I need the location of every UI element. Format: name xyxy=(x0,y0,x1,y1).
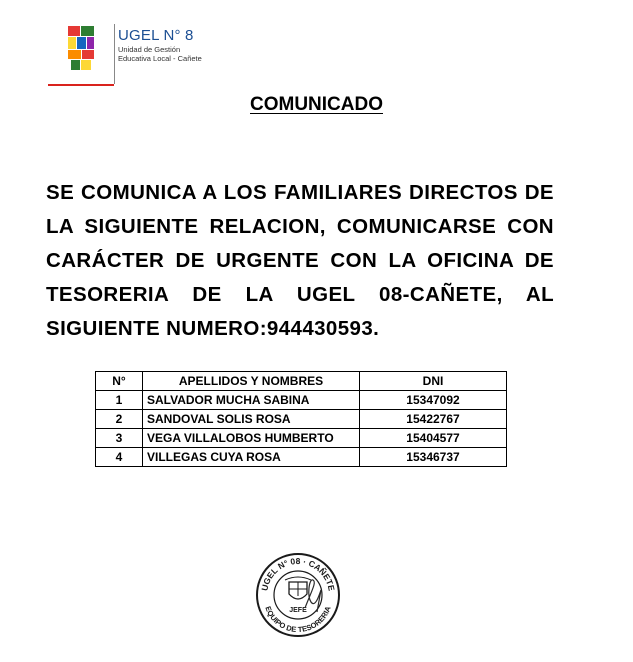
row-dni: 15404577 xyxy=(360,429,507,448)
row-number: 4 xyxy=(96,448,143,467)
ugel-emblem-icon xyxy=(68,26,94,70)
seal-bottom-text: EQUIPO DE TESORERIA xyxy=(263,604,333,635)
row-number: 1 xyxy=(96,391,143,410)
table-row xyxy=(96,391,507,410)
table-row xyxy=(96,410,507,429)
document-heading: COMUNICADO xyxy=(250,94,383,115)
row-dni: 15346737 xyxy=(360,448,507,467)
row-name: SALVADOR MUCHA SABINA xyxy=(143,391,360,410)
row-number: 3 xyxy=(96,429,143,448)
row-dni: 15347092 xyxy=(360,391,507,410)
row-number: 2 xyxy=(96,410,143,429)
table-header-row xyxy=(96,372,507,391)
beneficiaries-table xyxy=(95,371,507,467)
table-row xyxy=(96,429,507,448)
header-number: N° xyxy=(96,372,143,391)
logo-subtitle-2: Educativa Local - Cañete xyxy=(118,53,202,63)
header-names: APELLIDOS Y NOMBRES xyxy=(143,372,360,391)
logo-divider xyxy=(114,24,115,84)
ugel-logo xyxy=(48,20,208,86)
seal-center-text: JEFE xyxy=(289,607,307,614)
document-body: SE COMUNICA A LOS FAMILIARES DIRECTOS DE LA SIGUIENTE RELACION, COMUNICARSE CON CARÁCTER DE URGENTE CON LA OFICINA DE TESORERIA DE LA UGEL 08-CAÑETE, AL SIGUIENTE NUMERO:944430593. xyxy=(46,181,554,340)
seal-top-text: UGEL N° 08 · CAÑETE xyxy=(259,556,337,592)
logo-subtitle-1: Unidad de Gestión xyxy=(118,45,181,54)
coat-of-arms-icon xyxy=(285,577,311,599)
row-name: SANDOVAL SOLIS ROSA xyxy=(143,410,360,429)
logo-title: UGEL N° 8 xyxy=(118,27,194,44)
header-dni: DNI xyxy=(360,372,507,391)
row-name: VEGA VILLALOBOS HUMBERTO xyxy=(143,429,360,448)
table-row xyxy=(96,448,507,467)
row-dni: 15422767 xyxy=(360,410,507,429)
row-name: VILLEGAS CUYA ROSA xyxy=(143,448,360,467)
treasury-seal xyxy=(255,552,341,638)
logo-red-rule xyxy=(48,84,114,86)
logo-text xyxy=(118,28,202,62)
